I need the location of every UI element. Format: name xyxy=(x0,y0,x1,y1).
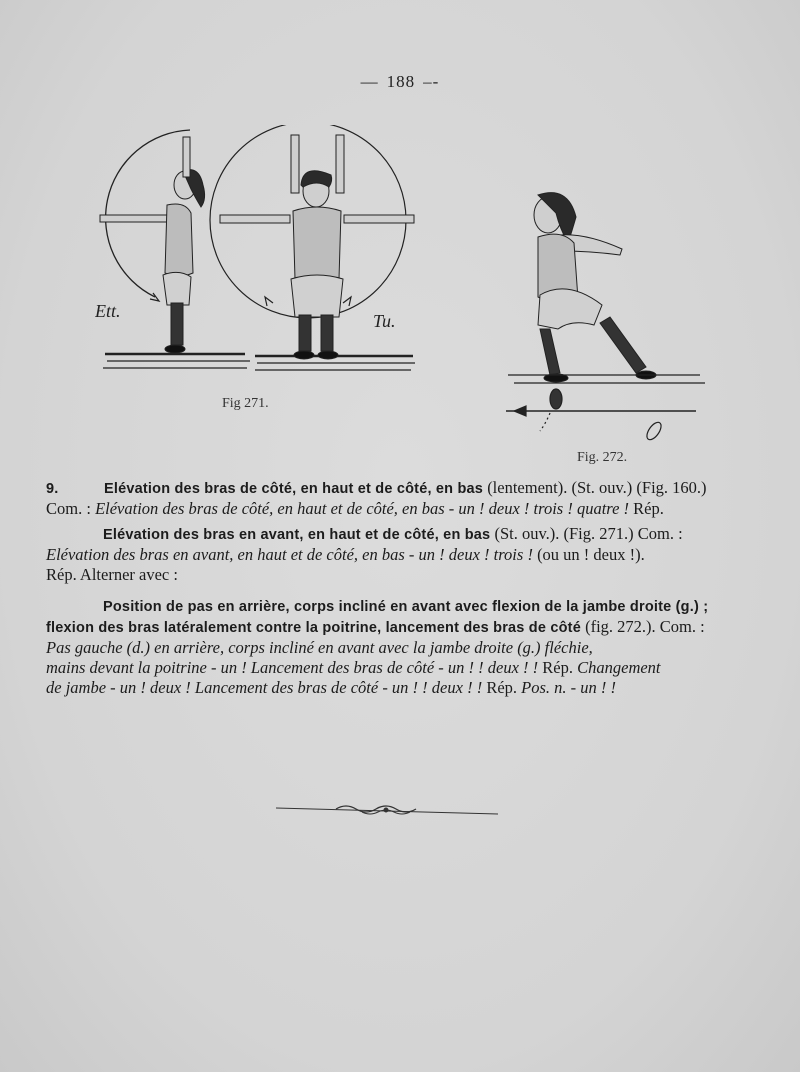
exercise-position-pas-block xyxy=(46,596,746,698)
block3-line-4-rep: Rép. xyxy=(542,658,573,677)
exercise-9-block xyxy=(46,478,746,519)
block3-line-1 xyxy=(46,596,746,617)
figure-271-caption: Fig 271. xyxy=(222,396,269,411)
block3-line-5-pos: Pos. n. - un ! ! xyxy=(521,678,617,697)
exercise-elevation-avant-block xyxy=(46,524,746,585)
figure-271-label-left: Ett. xyxy=(95,301,121,321)
page-number xyxy=(0,72,800,92)
block3-line-3: Pas gauche (d.) en arrière, corps incliné en avant avec la jambe droite (g.) fléchie, xyxy=(46,638,593,657)
block3-line-5-command: de jambe - un ! deux ! Lancement des bras de côté - un ! ! deux ! ! xyxy=(46,678,483,697)
block2-line-3: Rép. Alterner avec : xyxy=(46,565,178,584)
block2-line-1 xyxy=(46,524,746,545)
block3-heading-line-1: Position de pas en arrière, corps incliné en avant avec flexion de la jambe droite (g.) ; xyxy=(103,599,709,615)
block3-line-4-command: mains devant la poitrine - un ! Lancement des bras de côté - un ! ! deux ! ! xyxy=(46,658,539,677)
figure-272 xyxy=(500,185,715,445)
block2-line-2-tail: (ou un ! deux !). xyxy=(537,545,645,564)
exercise-9-line-2 xyxy=(46,499,746,519)
block3-line-5-rep: Rép. xyxy=(486,678,518,697)
exercise-9-command: Elévation des bras de côté, en haut et de côté, en bas - un ! deux ! trois ! quatre ! xyxy=(95,499,630,518)
exercise-number: 9. xyxy=(46,481,59,497)
block3-line-4 xyxy=(46,658,746,678)
exercise-9-rep: Rép. xyxy=(633,499,664,518)
block2-heading: Elévation des bras en avant, en haut et de côté, en bas xyxy=(103,527,491,543)
block3-line-2-tail: (fig. 272.). Com. : xyxy=(585,617,705,636)
block3-line-4-changement: Changement xyxy=(577,658,661,677)
figure-271 xyxy=(95,125,425,395)
exercise-9-heading: Elévation des bras de côté, en haut et de côté, en bas xyxy=(104,481,484,497)
exercise-9-line-1-tail: (lentement). (St. ouv.) (Fig. 160.) xyxy=(487,478,707,497)
ornament-divider xyxy=(276,800,498,822)
dash-right: –- xyxy=(423,72,440,91)
figure-272-caption: Fig. 272. xyxy=(577,450,628,465)
block2-command: Elévation des bras en avant, en haut et de côté, en bas - un ! deux ! trois ! xyxy=(46,545,533,564)
page-number-value: 188 xyxy=(386,72,416,91)
figure-272-illustration xyxy=(500,185,715,445)
dash-left: — xyxy=(360,72,379,91)
figure-271-illustration xyxy=(95,125,425,395)
ornament-divider-graphic xyxy=(276,800,498,822)
block3-line-2 xyxy=(46,617,746,638)
block3-heading-line-2: flexion des bras latéralement contre la poitrine, lancement des bras de côté xyxy=(46,620,581,636)
exercise-9-com: Com. : xyxy=(46,499,91,518)
block3-line-5 xyxy=(46,678,746,698)
figure-271-label-right: Tu. xyxy=(373,311,396,331)
exercise-9-line-1 xyxy=(46,478,746,499)
block2-line-1-tail: (St. ouv.). (Fig. 271.) Com. : xyxy=(494,524,683,543)
block2-line-2 xyxy=(46,545,746,565)
